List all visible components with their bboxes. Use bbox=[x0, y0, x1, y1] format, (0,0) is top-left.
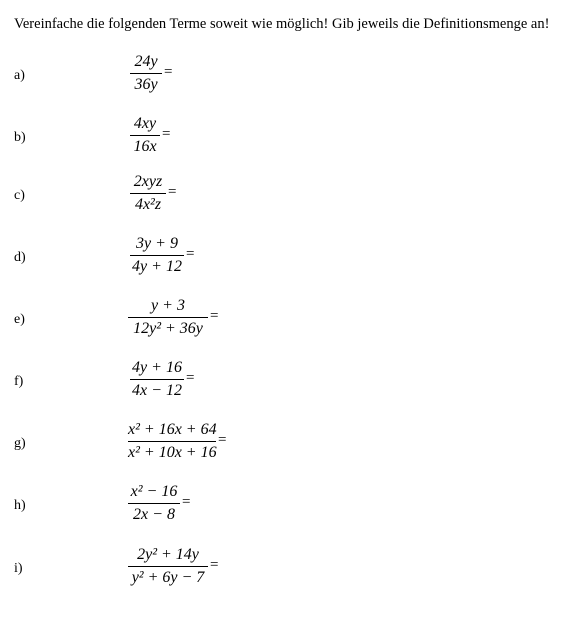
fraction bbox=[130, 114, 160, 157]
equals-sign: = bbox=[162, 126, 171, 142]
fraction-bar bbox=[128, 503, 180, 504]
denominator: x² + 10x + 16 bbox=[128, 444, 217, 461]
fraction bbox=[128, 545, 208, 588]
fraction-bar bbox=[130, 193, 166, 194]
fraction bbox=[128, 296, 208, 339]
denominator: y² + 6y − 7 bbox=[131, 569, 205, 586]
equals-sign: = bbox=[218, 432, 227, 448]
equals-sign: = bbox=[164, 64, 173, 80]
fraction-bar bbox=[130, 135, 160, 136]
denominator: 2x − 8 bbox=[133, 506, 175, 523]
task-label: f) bbox=[14, 374, 24, 389]
fraction bbox=[130, 358, 184, 401]
fraction bbox=[128, 482, 180, 525]
task-label: h) bbox=[14, 498, 26, 513]
numerator: 4xy bbox=[133, 115, 157, 132]
equals-sign: = bbox=[182, 494, 191, 510]
equals-sign: = bbox=[186, 246, 195, 262]
numerator: x² + 16x + 64 bbox=[128, 421, 217, 438]
fraction-bar bbox=[130, 73, 162, 74]
equals-sign: = bbox=[210, 308, 219, 324]
fraction bbox=[130, 234, 184, 277]
denominator: 4x²z bbox=[134, 196, 162, 213]
denominator: 4y + 12 bbox=[132, 258, 182, 275]
denominator: 12y² + 36y bbox=[133, 320, 203, 337]
fraction bbox=[128, 420, 216, 463]
task-label: i) bbox=[14, 561, 23, 576]
task-label: g) bbox=[14, 436, 26, 451]
fraction-bar bbox=[128, 317, 208, 318]
equals-sign: = bbox=[168, 184, 177, 200]
equals-sign: = bbox=[186, 370, 195, 386]
task-label: b) bbox=[14, 130, 26, 145]
fraction-bar bbox=[130, 379, 184, 380]
task-label: e) bbox=[14, 312, 25, 327]
fraction-bar bbox=[128, 566, 208, 567]
instruction-text: Vereinfache die folgenden Terme soweit wie möglich! Gib jeweils die Definitionsmenge an! bbox=[14, 16, 550, 32]
fraction-bar bbox=[130, 255, 184, 256]
numerator: 24y bbox=[134, 53, 158, 70]
numerator: 2y² + 14y bbox=[137, 546, 199, 563]
equals-sign: = bbox=[210, 557, 219, 573]
task-label: c) bbox=[14, 188, 25, 203]
task-label: d) bbox=[14, 250, 26, 265]
numerator: 3y + 9 bbox=[136, 235, 178, 252]
denominator: 4x − 12 bbox=[132, 382, 182, 399]
task-label: a) bbox=[14, 68, 25, 83]
fraction-bar bbox=[128, 441, 216, 442]
numerator: y + 3 bbox=[151, 297, 185, 314]
denominator: 16x bbox=[133, 138, 157, 155]
fraction bbox=[130, 52, 162, 95]
numerator: 4y + 16 bbox=[132, 359, 182, 376]
fraction bbox=[130, 172, 166, 215]
denominator: 36y bbox=[134, 76, 158, 93]
numerator: x² − 16 bbox=[130, 483, 178, 500]
numerator: 2xyz bbox=[133, 173, 163, 190]
